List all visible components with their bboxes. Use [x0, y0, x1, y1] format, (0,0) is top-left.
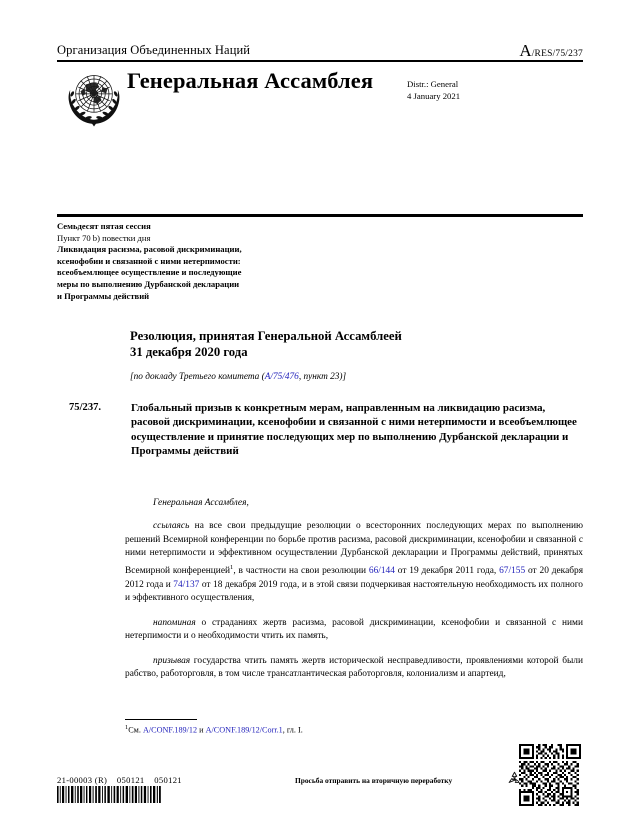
- resolution-source-prefix: [по докладу Третьего комитета (: [130, 372, 265, 382]
- agenda-title-line: всеобъемлющее осуществление и последующие: [57, 267, 242, 278]
- resolution-heading-line2: 31 декабря 2020 года: [130, 345, 248, 359]
- agenda-title-line: ксенофобии и связанной с ними нетерпимости:: [57, 255, 241, 266]
- agenda-title-line: меры по выполнению Дурбанской декларации: [57, 278, 240, 289]
- preambular-paragraph-3: [125, 655, 583, 682]
- document-symbol-number: /RES/75/237: [531, 49, 583, 59]
- paragraph-text: от 18 декабря 2019 года, и в этой связи подчеркивая настоятельную необходимость их полного и эффективного осуществления,: [125, 579, 583, 604]
- session-line: Семьдесят пятая сессия: [57, 221, 151, 231]
- footnote-number: 1: [125, 724, 129, 731]
- masthead-divider-bottom: [57, 214, 583, 217]
- agenda-title-line: Ликвидация расизма, расовой дискриминации,: [57, 244, 242, 255]
- paragraph-lead-in: ссылаясь: [153, 521, 190, 531]
- masthead-divider-top: [57, 60, 583, 62]
- footnote-link-conf-189-12[interactable]: A/CONF.189/12: [142, 725, 198, 735]
- paragraph-text: , в частности на свои резолюции: [233, 565, 369, 576]
- footnote-prefix: См.: [128, 725, 143, 735]
- agenda-title-line: и Программы действий: [57, 290, 150, 301]
- resolution-title: Глобальный призыв к конкретным мерам, направленным на ликвидацию расизма, расовой дискриминации, ксенофобии и связанной с ними нетерпимости и всеобъемлющее осуществление и принятие последующих мер по выполнению Дурбанской декларации и Программы действий: [131, 402, 577, 457]
- organization-name: Организация Объединенных Наций: [57, 43, 251, 57]
- paragraph-text: государства чтить память жертв исторической несправедливости, проявлениями которой были рабство, работорговля, в том числе трансатлантическая работорговля, колониализм и апартеид,: [125, 655, 583, 680]
- un-emblem: [60, 64, 128, 132]
- resolution-link-66-144[interactable]: 66/144: [368, 565, 395, 576]
- footnote-marker: 1: [230, 563, 234, 571]
- paragraph-text: от 19 декабря 2011 года,: [394, 565, 500, 576]
- preambular-paragraph-2: [125, 617, 583, 644]
- document-symbol: [519, 41, 583, 61]
- resolution-heading: [130, 328, 570, 360]
- job-number: 21-00003 (R) 050121 050121: [57, 775, 182, 785]
- distribution-label: Distr.: General: [407, 79, 459, 89]
- qr-code: [519, 744, 581, 806]
- assembly-reference: Генеральная Ассамблея,: [153, 498, 249, 508]
- general-assembly-title: Генеральная Ассамблея: [127, 68, 374, 93]
- resolution-link-74-137[interactable]: 74/137: [173, 579, 200, 590]
- paragraph-lead-in: напоминая: [153, 617, 196, 628]
- footnote-link-conf-189-12-corr1[interactable]: A/CONF.189/12/Corr.1: [205, 725, 283, 735]
- resolution-source: [130, 372, 346, 382]
- paragraph-lead-in: призывая: [153, 655, 191, 666]
- footnote-1: [125, 724, 303, 735]
- page-sheet: [57, 0, 583, 828]
- footnote-separator: [125, 719, 197, 720]
- paragraph-text: от 20 декабря 2012 года и: [125, 565, 584, 590]
- session-block: [57, 221, 387, 302]
- distribution-block: [407, 79, 460, 102]
- resolution-number: 75/237.: [69, 402, 102, 413]
- resolution-link-67-155[interactable]: 67/155: [499, 565, 526, 576]
- document-symbol-letter: A: [519, 41, 532, 60]
- distribution-date: 4 January 2021: [407, 90, 461, 101]
- report-document-link[interactable]: A/75/476: [264, 372, 299, 382]
- recycle-note: Просьба отправить на вторичную переработку: [295, 776, 453, 785]
- preambular-paragraph-1: [125, 520, 583, 606]
- resolution-title-row: [69, 401, 583, 458]
- agenda-item-line: Пункт 70 b) повестки дня: [57, 232, 151, 243]
- footnote-middle: и: [197, 725, 206, 735]
- resolution-heading-line1: Резолюция, принятая Генеральной Ассамблеей: [130, 329, 402, 343]
- footnote-suffix: , гл. I.: [282, 725, 303, 735]
- paragraph-text: на все свои предыдущие резолюции о всесторонних последующих мерах по выполнению решений Всемирной конференции по борьбе против расизма, расовой дискриминации, ксенофобии и связанной с ними нетерпимости и эффективном осуществлении Дурбанской декларации и Программы действий, принятых Всемирной конференцией: [125, 521, 583, 576]
- barcode: [57, 786, 161, 803]
- resolution-body: [125, 498, 583, 693]
- resolution-source-suffix: , пункт 23)]: [298, 372, 347, 382]
- paragraph-text: о страданиях жертв расизма, расовой дискриминации, ксенофобии и связанной с ними нетерпимости и о необходимости чтить их память,: [125, 617, 583, 642]
